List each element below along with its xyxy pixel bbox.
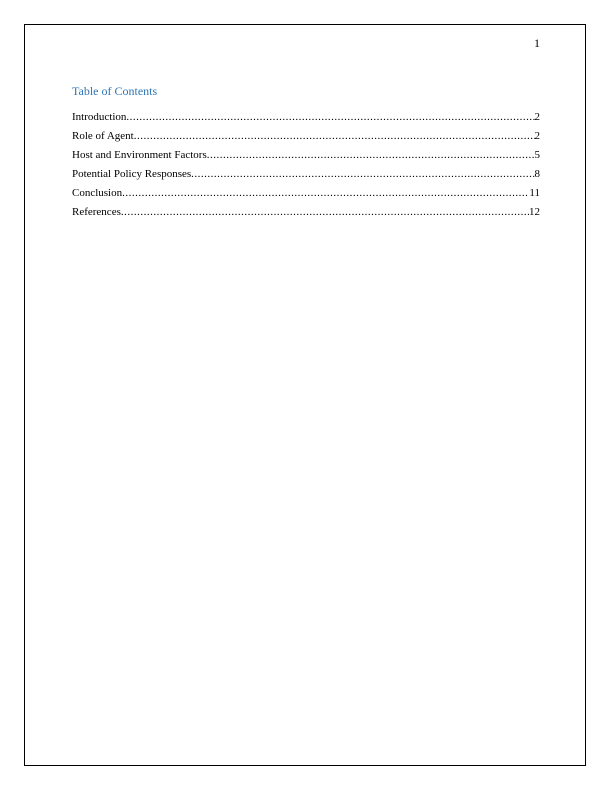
toc-entry-page: 5	[534, 149, 540, 161]
toc-entry-page: 2	[534, 111, 540, 123]
toc-entry-page: 11	[529, 187, 540, 199]
toc-dot-leader	[121, 207, 529, 218]
toc-entry-host-environment-factors[interactable]	[72, 149, 540, 168]
page-number: 1	[534, 36, 540, 50]
toc-entry-page: 12	[529, 206, 540, 218]
toc-dot-leader	[191, 169, 534, 180]
toc-entry-introduction[interactable]	[72, 111, 540, 130]
toc-entry-title: Conclusion	[72, 187, 123, 199]
toc-entry-potential-policy-responses[interactable]	[72, 168, 540, 187]
toc-entry-role-of-agent[interactable]	[72, 130, 540, 149]
toc-entry-page: 8	[534, 168, 540, 180]
toc-dot-leader	[134, 131, 535, 142]
toc-dot-leader	[122, 188, 529, 199]
toc-entry-title: Introduction	[72, 111, 127, 123]
toc-entry-title: References	[72, 206, 121, 218]
toc-entry-title: Host and Environment Factors	[72, 149, 207, 161]
toc-entry-title: Role of Agent	[72, 130, 134, 142]
toc-entry-references[interactable]	[72, 206, 540, 225]
toc-dot-leader	[126, 112, 534, 123]
toc-entry-title: Potential Policy Responses	[72, 168, 192, 180]
toc-entry-page: 2	[534, 130, 540, 142]
toc-list	[72, 111, 540, 225]
toc-heading: Table of Contents	[72, 84, 158, 98]
toc-entry-conclusion[interactable]	[72, 187, 540, 206]
toc-dot-leader	[207, 150, 535, 161]
